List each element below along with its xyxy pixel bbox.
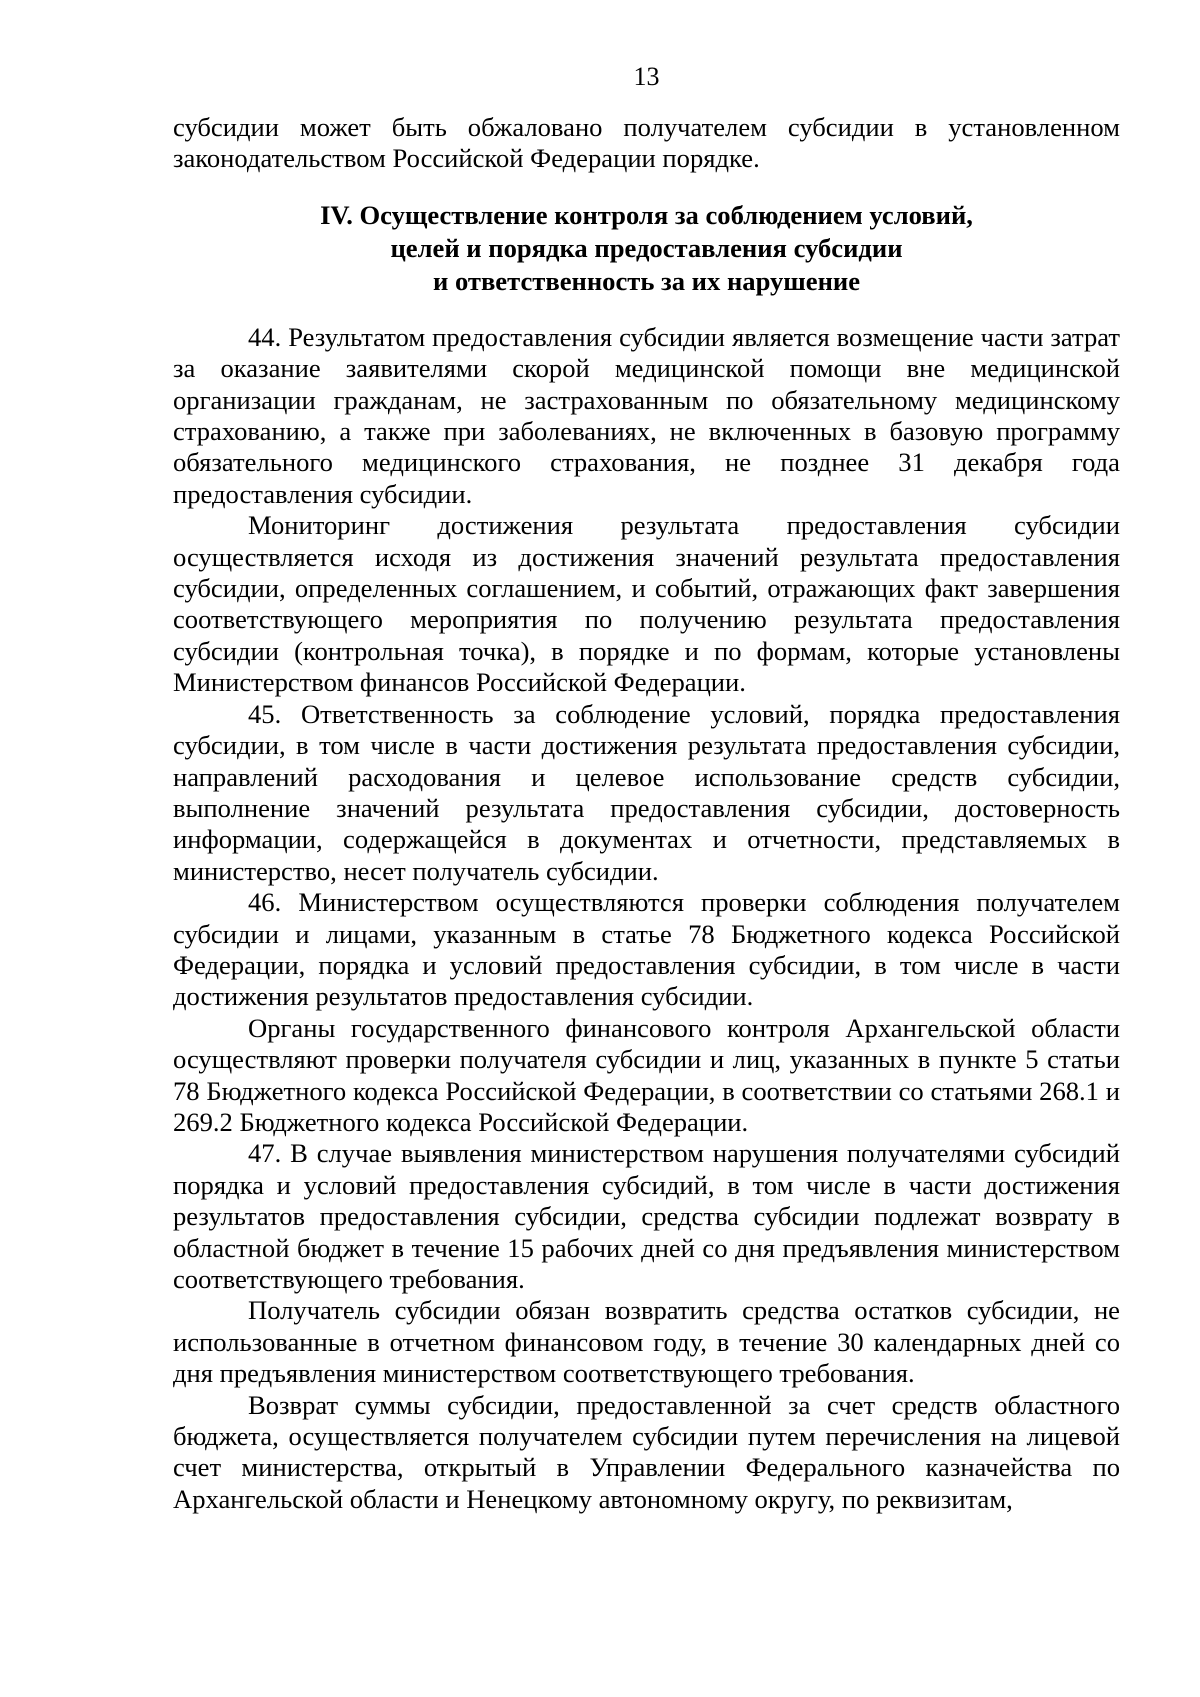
page-number: 13 xyxy=(633,62,660,91)
paragraph-46: 46. Министерством осуществляются проверки соблюдения получателем субсидии и лицами, указанным в статье 78 Бюджетного кодекса Российской Федерации, порядка и условий предоставления субсидии, в том числе в части достижения результатов предоставления субсидии. xyxy=(173,887,1120,1012)
paragraph-44: 44. Результатом предоставления субсидии является возмещение части затрат за оказание заявителями скорой медицинской помощи вне медицинской организации гражданам, не застрахованным по обязательному медицинскому страхованию, а также при заболеваниях, не включенных в базовую программу обязательного медицинского страхования, не позднее 31 декабря года предоставления субсидии. xyxy=(173,321,1120,509)
document-page xyxy=(173,62,1120,1515)
paragraph-47: 47. В случае выявления министерством нарушения получателями субсидий порядка и условий предоставления субсидий, в том числе в части достижения результатов предоставления субсидии, средства субсидии подлежат возврату в областной бюджет в течение 15 рабочих дней со дня предъявления министерством соответствующего требования. xyxy=(173,1138,1120,1294)
paragraph-45: 45. Ответственность за соблюдение условий, порядка предоставления субсидии, в том числе в части достижения результата предоставления субсидии, направлений расходования и целевое использование средств субсидии, выполнение значений результата предоставления субсидии, достоверность информации, содержащейся в документах и отчетности, представляемых в министерство, несет получатель субсидии. xyxy=(173,698,1120,886)
section-heading-line-1: IV. Осуществление контроля за соблюдением условий, xyxy=(320,199,973,230)
paragraph-remainder-return: Получатель субсидии обязан возвратить средства остатков субсидии, не использованные в отчетном финансовом году, в течение 30 календарных дней со дня предъявления министерством соответствующего требования. xyxy=(173,1295,1120,1389)
section-heading-line-2: целей и порядка предоставления субсидии xyxy=(390,232,903,263)
intro-paragraph: субсидии может быть обжаловано получателем субсидии в установленном законодательством Российской Федерации порядке. xyxy=(173,112,1120,174)
paragraph-monitoring: Мониторинг достижения результата предоставления субсидии осуществляется исходя из достижения значений результата предоставления субсидии, определенных соглашением, и событий, отражающих факт завершения соответствующего мероприятия по получению результата предоставления субсидии (контрольная точка), в порядке и по формам, которые установлены Министерством финансов Российской Федерации. xyxy=(173,510,1120,698)
section-heading-line-3: и ответственность за их нарушение xyxy=(432,265,861,296)
paragraph-return-procedure: Возврат суммы субсидии, предоставленной за счет средств областного бюджета, осуществляется получателем субсидии путем перечисления на лицевой счет министерства, открытый в Управлении Федерального казначейства по Архангельской области и Ненецкому автономному округу, по реквизитам, xyxy=(173,1389,1120,1514)
paragraph-control-bodies: Органы государственного финансового контроля Архангельской области осуществляют проверки получателя субсидии и лиц, указанных в пункте 5 статьи 78 Бюджетного кодекса Российской Федерации, в соответствии со статьями 268.1 и 269.2 Бюджетного кодекса Российской Федерации. xyxy=(173,1012,1120,1137)
section-heading xyxy=(173,199,1120,298)
